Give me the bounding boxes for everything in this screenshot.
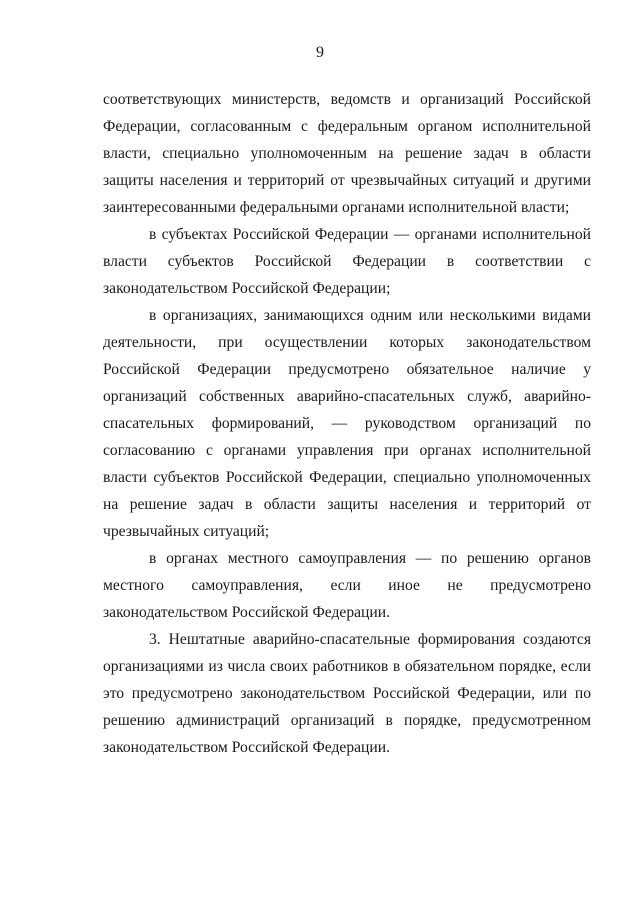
paragraph-organizations: в организациях, занимающихся одним или несколькими видами деятельности, при осуществлении которых законодательством Российской Федерации предусмотрено обязательное наличие у организаций собственных аварийно-спасательных служб, аварийно-спасательных формирований, — руководством организаций по согласованию с органами управления при органах исполнительной власти субъектов Российской Федерации, специально уполномоченных на решение задач в области защиты населения и территорий от чрезвычайных ситуаций; [103,307,591,540]
document-body [103,86,591,761]
paragraph-subjects: в субъектах Российской Федерации — органами исполнительной власти субъектов Российской Федерации в соответствии с законодательством Российской Федерации; [103,226,591,297]
paragraph-continuation: соответствующих министерств, ведомств и организаций Российской Федерации, согласованным с федеральным органом исполнительной власти, специально уполномоченным на решение задач в области защиты населения и территорий от чрезвычайных ситуаций и другими заинтересованными федеральными органами исполнительной власти; [103,91,591,216]
page-number: 9 [316,44,324,61]
paragraph-item-3: 3. Нештатные аварийно-спасательные формирования создаются организациями из числа своих работников в обязательном порядке, если это предусмотрено законодательством Российской Федерации, или по решению администраций организаций в порядке, предусмотренном законодательством Российской Федерации. [103,631,591,756]
paragraph-local-government: в органах местного самоуправления — по решению органов местного самоуправления, если иное не предусмотрено законодательством Российской Федерации. [103,550,591,621]
